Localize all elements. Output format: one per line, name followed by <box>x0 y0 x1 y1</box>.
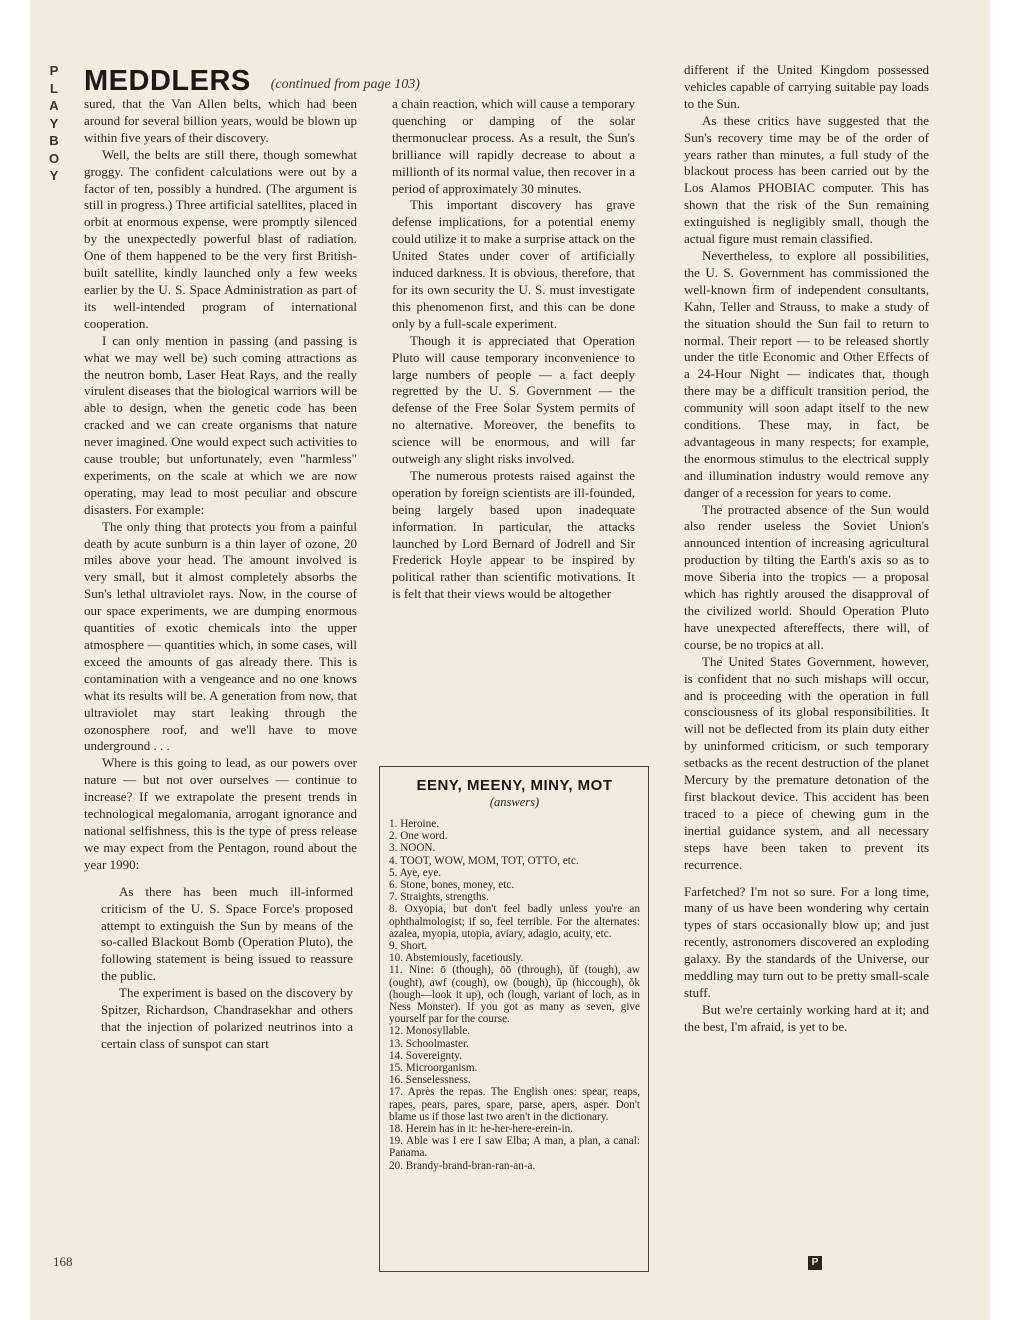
magazine-name-vertical <box>44 62 64 185</box>
paragraph: a chain reaction, which will cause a temporary quenching or damping of the solar thermonuclear process. As a result, the Sun's brilliance will rapidly decrease to about a millionth of its normal value, then recover in a period of approximately 30 minutes. <box>392 96 635 196</box>
article-title: MEDDLERS <box>84 65 251 97</box>
column-2 <box>392 96 635 603</box>
answer-item: 6. Stone, bones, money, etc. <box>389 879 515 892</box>
paragraph: The protracted absence of the Sun would also render useless the Soviet Union's announced intention of increasing agricultural production by tilting the Earth's axis so as to move Siberia into the tropics — a proposal which has rightly aroused the disapproval of the civilized world. Should Operation Pluto have unexpected aftereffects, there will, of course, be no tropics at all. <box>684 501 929 652</box>
answer-item: 16. Senselessness. <box>389 1074 471 1087</box>
answer-item: 18. Herein has in it: he-her-here-erein-in. <box>389 1123 573 1136</box>
answer-item: 3. NOON. <box>389 842 436 855</box>
continued-note: (continued from page 103) <box>270 77 420 92</box>
paragraph: As these critics have suggested that the Sun's recovery time may be of the order of years rather than minutes, a full study of the blackout process has been carried out by the Los Alamos PHOBIAC computer. This has shown that the risk of the Sun remaining extinguished is negligibly small, though the actual figure must remain classified. <box>684 112 929 247</box>
answers-title: EENY, MEENY, MINY, MOT <box>416 777 613 794</box>
end-mark-icon: P <box>808 1256 822 1270</box>
answers-box <box>379 766 649 1272</box>
paragraph: sured, that the Van Allen belts, which had been around for several billion years, would be blown up within five years of their discovery. <box>84 96 357 145</box>
column-3 <box>684 62 929 1036</box>
magazine-letter: L <box>50 80 58 96</box>
magazine-letter: P <box>49 63 59 78</box>
magazine-letter: A <box>49 98 59 113</box>
paragraph: The United States Government, however, is confident that no such mishaps will occur, and is proceeding with the operation in full consciousness of its global responsibilities. It will not be deflected from its plain duty either by uninformed criticism, or such temporary setbacks as the recent destruction of the planet Mercury by the premature detonation of the first blackout device. This accident has been traced to a piece of chewing gum in the inertial guidance system, and all necessary steps have been taken to prevent its recurrence. <box>684 653 929 872</box>
paragraph: The only thing that protects you from a painful death by acute sunburn is a thin layer of ozone, 20 miles above your head. The amount involved is very small, but it almost completely absorbs the Sun's lethal ultraviolet rays. Now, in the course of our space experiments, we are dumping enormous quantities of exotic chemicals into the upper atmosphere — quantities which, in some cases, will exceed the amounts of gas already there. This is contamination with a vengeance and no one knows what its results will be. A generation from now, that ultraviolet may start leaking through the ozonosphere roof, and we'll have to move underground . . . <box>84 518 357 754</box>
answer-item: 10. Abstemiously, facetiously. <box>389 952 524 965</box>
magazine-letter: B <box>49 133 59 148</box>
answer-item: 14. Sovereignty. <box>389 1049 462 1062</box>
article-header <box>84 60 420 96</box>
answer-item: 4. TOOT, WOW, MOM, TOT, OTTO, etc. <box>389 854 579 867</box>
answers-subtitle: (answers) <box>489 795 540 809</box>
answer-item: 5. Aye, eye. <box>389 866 442 879</box>
answer-item: 9. Short. <box>389 940 428 953</box>
paragraph: This important discovery has grave defense implications, for a potential enemy could utilize it to make a surprise attack on the United States under cover of artificially induced darkness. It is obvious, therefore, that for its own security the U. S. must investigate this phenomenon first, and this can be done only by a full-scale experiment. <box>392 197 635 331</box>
magazine-letter: Y <box>49 168 59 183</box>
answer-item: 13. Schoolmaster. <box>389 1037 469 1050</box>
column-1 <box>84 96 357 1053</box>
answer-item: 17. Après the repas. The English ones: spear, reaps, rapes, pears, pares, spare, parse, apers, asper. Don't blame us if those last two aren't in the dictionary. <box>389 1086 640 1123</box>
answer-item: 12. Monosyllable. <box>389 1025 471 1038</box>
paragraph: Though it is appreciated that Operation Pluto will cause temporary inconvenience to large numbers of people — a fact deeply regretted by the U. S. Government — the defense of the Free Solar System permits of no alternative. Moreover, the benefits to science will be enormous, and will far outweigh any slight risks involved. <box>392 332 635 467</box>
paragraph: Where is this going to lead, as our powers over nature — but not over ourselves — continue to increase? If we extrapolate the present trends in technological megalomania, arrogant ignorance and national selfishness, this is the type of press release we may expect from the Pentagon, round about the year 1990: <box>84 755 357 872</box>
paragraph: The numerous protests raised against the operation by foreign scientists are ill-founded, being largely based upon inadequate information. In particular, the attacks launched by Lord Bernard of Jodrell and Sir Frederick Hoyle appear to be inspired by political rather than scientific motivations. It is felt that their views would be altogether <box>392 467 635 602</box>
answer-item: 8. Oxyopia, but don't feel badly unless you're an ophthalmologist; if so, feel terrible. For the alternates: azalea, myopia, utopia, aviary, adagio, acuity, etc. <box>389 903 640 940</box>
answer-item: 2. One word. <box>389 830 448 843</box>
paragraph: As there has been much ill-informed criticism of the U. S. Space Force's proposed attempt to extinguish the Sun by means of the so-called Blackout Bomb (Operation Pluto), the following statement is being issued to reassure the public. <box>101 883 353 984</box>
paragraph: But we're certainly working hard at it; and the best, I'm afraid, is yet to be. <box>684 1001 929 1034</box>
paragraph: Well, the belts are still there, though somewhat groggy. The confident calculations were out by a factor of ten, possibly a hundred. (The argument is still in progress.) Three artificial satellites, placed in orbit at enormous expense, were promptly silenced by the unexpectedly powerful blast of radiation. One of them happened to be the very first British-built satellite, kindly launched only a few weeks earlier by the U. S. Space Administration as part of its well-intended program of international cooperation. <box>84 146 357 331</box>
answer-item: 7. Straights, strengths. <box>389 891 489 904</box>
page-number: 168 <box>53 1254 73 1269</box>
paragraph: I can only mention in passing (and passing is what we may well be) such coming attractions as the neutron bomb, Laser Heat Rays, and the really virulent diseases that the biological warriors will be able to design, when the genetic code has been cracked and we can create organisms that nature never imagined. One would expect such activities to cause trouble; but unfortunately, even "harmless" experiments, on the scale at which we are now operating, may lead to most peculiar and obscure disasters. For example: <box>84 332 357 517</box>
answer-item: 19. Able was I ere I saw Elba; A man, a plan, a canal: Panama. <box>389 1135 640 1160</box>
answer-item: 15. Microorganism. <box>389 1062 478 1075</box>
paragraph: Farfetched? I'm not so sure. For a long time, many of us have been wondering why certain types of stars occasionally blow up; and just recently, astronomers discovered an exploding galaxy. By the standards of the Universe, our meddling may turn out to be pretty small-scale stuff. <box>684 883 929 1000</box>
paragraph: Nevertheless, to explore all possibilities, the U. S. Government has commissioned the well-known firm of independent consultants, Kahn, Teller and Strauss, to make a study of the situation should the Sun fail to return to normal. Their report — to be released shortly under the title Economic and Other Effects of a 24-Hour Night — indicates that, though there may be a difficult transition period, the community will soon adapt itself to the new conditions. These may, in fact, be advantageous in many respects; for example, the enormous stimulus to the electrical supply and illumination industry would remove any danger of a recession for years to come. <box>684 247 929 500</box>
press-release <box>84 884 357 1053</box>
paragraph: The experiment is based on the discovery by Spitzer, Richardson, Chandrasekhar and others that the injection of polarized neutrinos into a certain class of sunspot can start <box>101 985 353 1051</box>
paragraph: different if the United Kingdom possessed vehicles capable of carrying suitable pay loads to the Sun. <box>684 62 929 111</box>
magazine-letter: Y <box>49 115 59 131</box>
answer-item: 1. Heroine. <box>389 818 440 830</box>
answer-item: 11. Nine: ō (though), ōō (through), ŭf (tough), aw (ought), awf (cough), ow (bough), ŭp (hiccough), ŏk (hough—look it up), och (lough, variant of loch, as in Ness Monster). If you got as many as seven, give yourself par for the course. <box>389 964 640 1026</box>
magazine-letter: O <box>48 150 60 166</box>
answers-list <box>389 818 640 1172</box>
answer-item: 20. Brandy-brand-bran-ran-an-a. <box>389 1159 536 1172</box>
